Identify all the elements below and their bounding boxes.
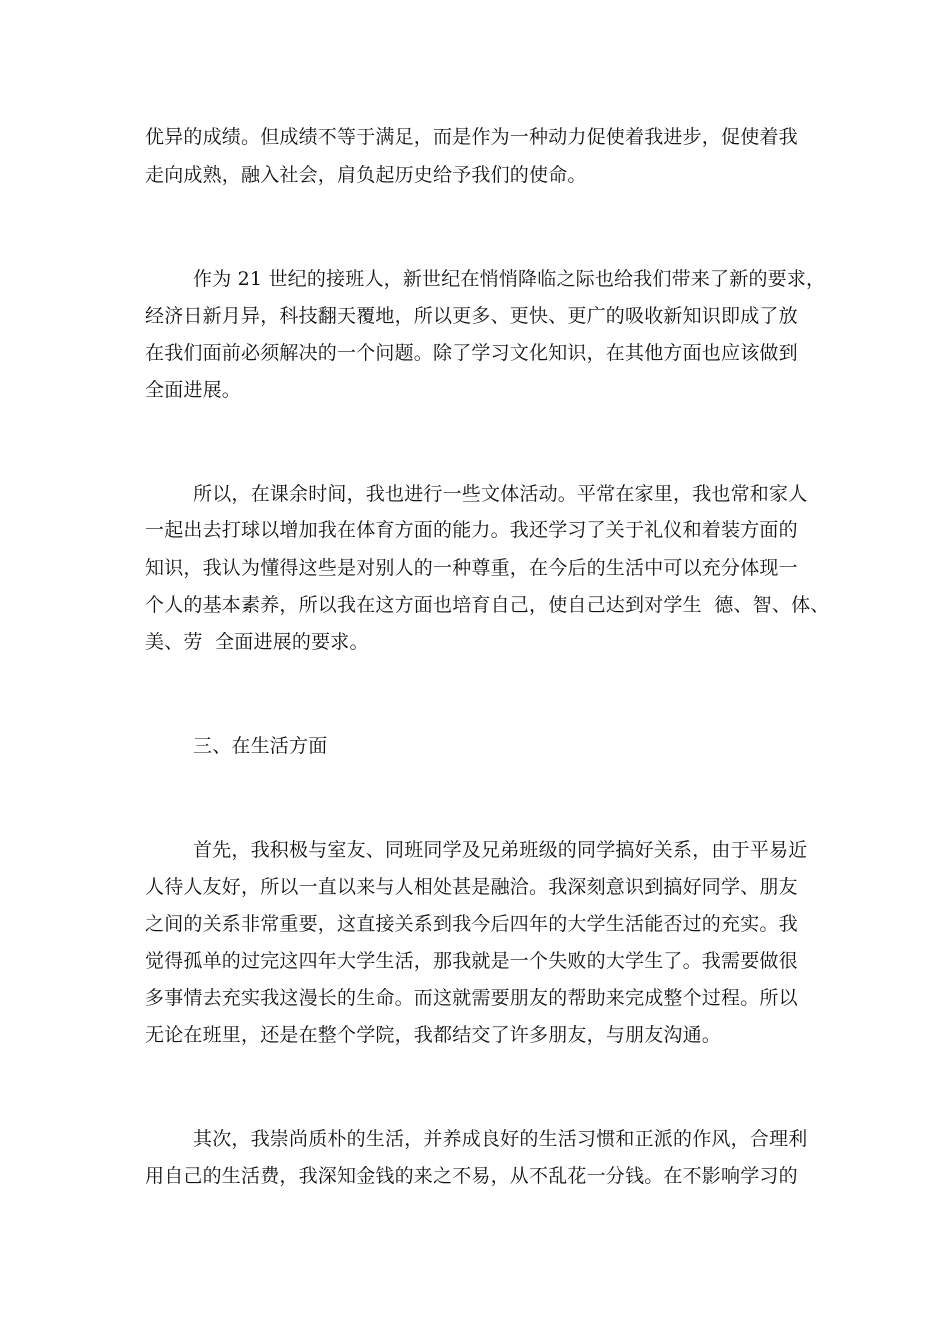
text-line: 无论在班里，还是在整个学院，我都结交了许多朋友，与朋友沟通。 [145,1024,722,1046]
text-line: 首先，我积极与室友、同班同学及兄弟班级的同学搞好关系，由于平易近 [193,839,808,861]
text-line: 多事情去充实我这漫长的生命。而这就需要朋友的帮助来完成整个过程。所以 [145,987,798,1009]
text-line: 走向成熟，融入社会，肩负起历史给予我们的使命。 [145,164,587,186]
text-line: 优异的成绩。但成绩不等于满足，而是作为一种动力促使着我进步，促使着我 [145,126,798,148]
text-line: 一起出去打球以增加我在体育方面的能力。我还学习了关于礼仪和着装方面的 [145,519,798,541]
text-line: 用自己的生活费，我深知金钱的来之不易，从不乱花一分钱。在不影响学习的 [145,1165,798,1187]
text-line: 作为 21 世纪的接班人，新世纪在悄悄降临之际也给我们带来了新的要求， [193,268,826,290]
text-line: 知识，我认为懂得这些是对别人的一种尊重，在今后的生活中可以充分体现一 [145,557,798,579]
text-line: 美、劳 全面进展的要求。 [145,631,369,653]
section-heading: 三、在生活方面 [193,735,328,757]
text-line: 所以，在课余时间，我也进行一些文体活动。平常在家里，我也常和家人 [193,483,808,505]
text-line: 之间的关系非常重要，这直接关系到我今后四年的大学生活能否过的充实。我 [145,913,798,935]
text-line: 全面进展。 [145,379,242,401]
text-line: 个人的基本素养，所以我在这方面也培育自己，使自己达到对学生 德、智、体、 [145,594,830,616]
text-line: 其次，我崇尚质朴的生活，并养成良好的生活习惯和正派的作风，合理利 [193,1128,808,1150]
text-line: 人待人友好，所以一直以来与人相处甚是融洽。我深刻意识到搞好同学、朋友 [145,876,798,898]
text-line: 在我们面前必须解决的一个问题。除了学习文化知识，在其他方面也应该做到 [145,342,798,364]
text-line: 经济日新月异，科技翻天覆地，所以更多、更快、更广的吸收新知识即成了放 [145,305,798,327]
text-line: 觉得孤单的过完这四年大学生活，那我就是一个失败的大学生了。我需要做很 [145,950,798,972]
